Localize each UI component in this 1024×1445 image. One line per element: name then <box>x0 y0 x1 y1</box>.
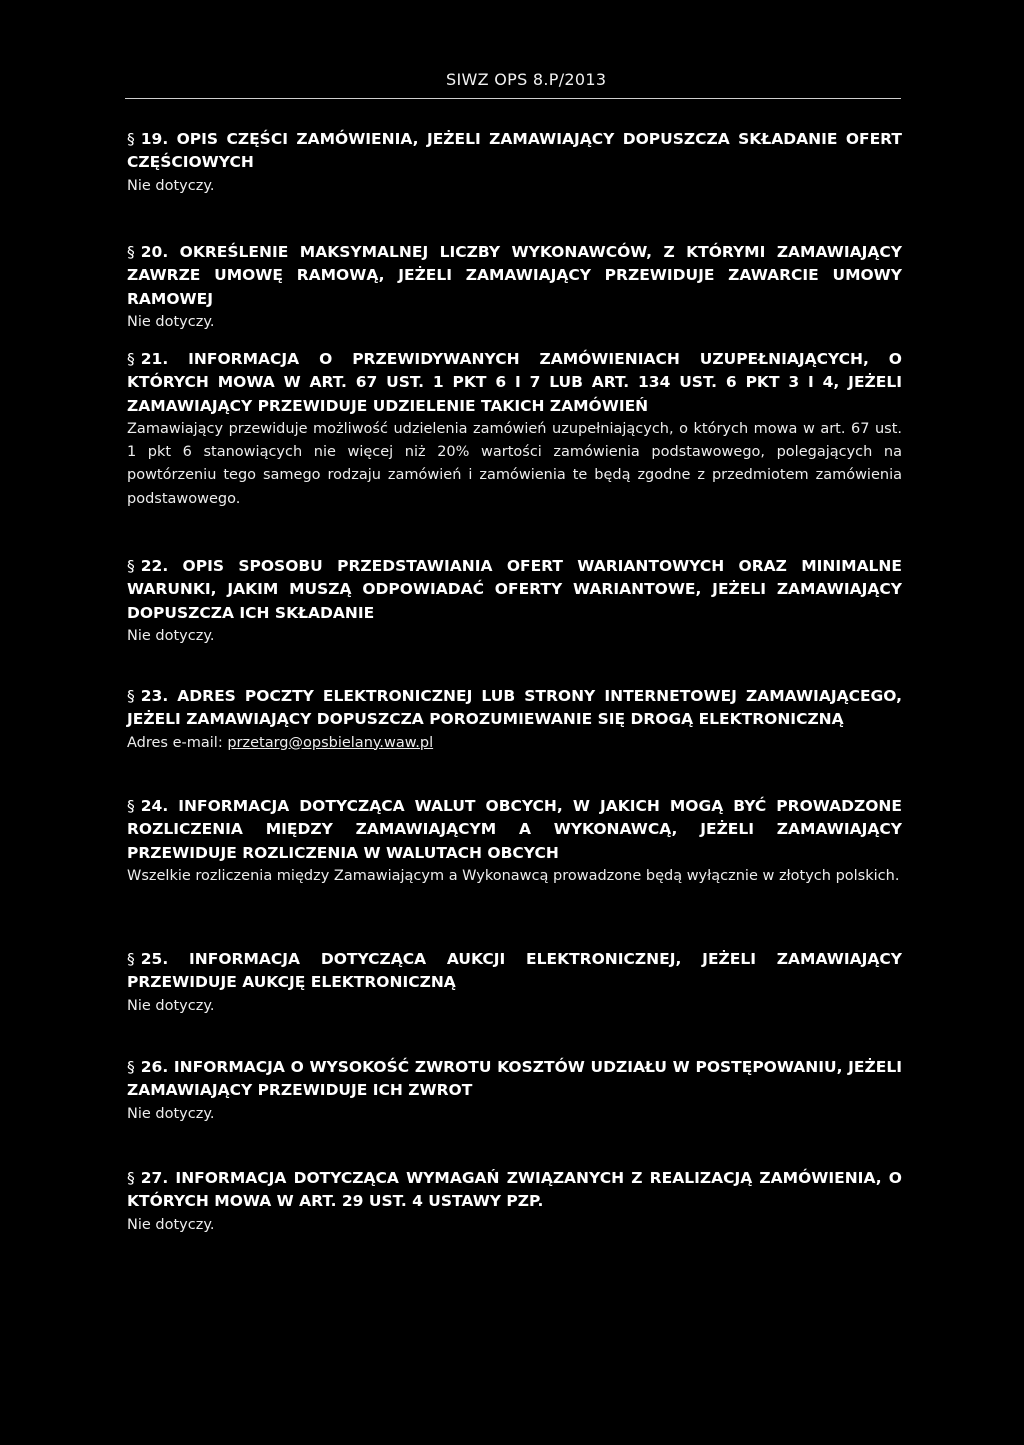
section-21 <box>127 348 902 511</box>
section-title: INFORMACJA DOTYCZĄCA WALUT OBCYCH, W JAKICH MOGĄ BYĆ PROWADZONE ROZLICZENIA MIĘDZY ZAMAWIAJĄCYM A WYKONAWCĄ, JEŻELI ZAMAWIAJĄCY PRZEWIDUJE ROZLICZENIA W WALUTACH OBCYCH <box>127 797 902 862</box>
section-number: 27. <box>140 1169 169 1187</box>
section-number: 24. <box>140 797 169 815</box>
section-number: 19. <box>140 130 169 148</box>
section-body: Nie dotyczy. <box>127 997 215 1014</box>
section-body <box>127 732 902 755</box>
section-27 <box>127 1167 902 1237</box>
section-number: 22. <box>140 557 169 575</box>
section-body: Nie dotyczy. <box>127 1105 215 1122</box>
section-number: 26. <box>140 1058 169 1076</box>
section-title: OPIS CZĘŚCI ZAMÓWIENIA, JEŻELI ZAMAWIAJĄCY DOPUSZCZA SKŁADANIE OFERT CZĘŚCIOWYCH <box>127 130 902 172</box>
section-body: Nie dotyczy. <box>127 313 215 330</box>
section-body: Nie dotyczy. <box>127 627 215 644</box>
section-title: INFORMACJA O PRZEWIDYWANYCH ZAMÓWIENIACH UZUPEŁNIAJĄCYCH, O KTÓRYCH MOWA W ART. 67 UST. 1 PKT 6 I 7 LUB ART. 134 UST. 6 PKT 3 I 4, JEŻELI ZAMAWIAJĄCY PRZEWIDUJE UDZIELENIE TAKICH ZAMÓWIEŃ <box>127 350 902 415</box>
section-24 <box>127 795 902 888</box>
paragraph-sign: § <box>127 557 135 575</box>
section-22 <box>127 555 902 648</box>
section-26 <box>127 1056 902 1126</box>
section-title: OPIS SPOSOBU PRZEDSTAWIANIA OFERT WARIANTOWYCH ORAZ MINIMALNE WARUNKI, JAKIM MUSZĄ ODPOWIADAĆ OFERTY WARIANTOWE, JEŻELI ZAMAWIAJĄCY DOPUSZCZA ICH SKŁADANIE <box>127 557 902 622</box>
paragraph-sign: § <box>127 1058 135 1076</box>
email-label: Adres e-mail: <box>127 734 223 751</box>
section-number: 23. <box>140 687 169 705</box>
section-title: INFORMACJA DOTYCZĄCA AUKCJI ELEKTRONICZNEJ, JEŻELI ZAMAWIAJĄCY PRZEWIDUJE AUKCJĘ ELEKTRONICZNĄ <box>127 950 902 992</box>
section-heading <box>127 128 902 175</box>
section-heading <box>127 948 902 995</box>
paragraph-sign: § <box>127 797 135 815</box>
section-heading <box>127 241 902 311</box>
section-body: Nie dotyczy. <box>127 177 215 194</box>
section-heading <box>127 555 902 625</box>
section-body: Zamawiający przewiduje możliwość udzielenia zamówień uzupełniających, o których mowa w art. 67 ust. 1 pkt 6 stanowiących nie więcej niż 20% wartości zamówienia podstawowego, polegających na powtórzeniu tego samego rodzaju zamówień i zamówienia te będą zgodne z przedmiotem zamówienia podstawowego. <box>127 420 902 507</box>
section-23 <box>127 685 902 755</box>
section-title: ADRES POCZTY ELEKTRONICZNEJ LUB STRONY INTERNETOWEJ ZAMAWIAJĄCEGO, JEŻELI ZAMAWIAJĄCY DOPUSZCZA POROZUMIEWANIE SIĘ DROGĄ ELEKTRONICZNĄ <box>127 687 902 729</box>
section-body: Wszelkie rozliczenia między Zamawiającym a Wykonawcą prowadzone będą wyłącznie w złotych polskich. <box>127 867 900 884</box>
section-heading <box>127 795 902 865</box>
section-25 <box>127 948 902 1018</box>
section-title: INFORMACJA DOTYCZĄCA WYMAGAŃ ZWIĄZANYCH Z REALIZACJĄ ZAMÓWIENIA, O KTÓRYCH MOWA W ART. 29 UST. 4 USTAWY PZP. <box>127 1169 902 1211</box>
section-number: 21. <box>140 350 169 368</box>
paragraph-sign: § <box>127 243 135 261</box>
paragraph-sign: § <box>127 950 135 968</box>
section-body: Nie dotyczy. <box>127 1216 215 1233</box>
section-20 <box>127 241 902 334</box>
section-heading <box>127 1167 902 1214</box>
email-link[interactable]: przetarg@opsbielany.waw.pl <box>227 734 434 751</box>
paragraph-sign: § <box>127 687 135 705</box>
header-divider <box>125 98 901 99</box>
paragraph-sign: § <box>127 350 135 368</box>
paragraph-sign: § <box>127 130 135 148</box>
section-number: 25. <box>140 950 169 968</box>
paragraph-sign: § <box>127 1169 135 1187</box>
section-title: OKREŚLENIE MAKSYMALNEJ LICZBY WYKONAWCÓW, Z KTÓRYMI ZAMAWIAJĄCY ZAWRZE UMOWĘ RAMOWĄ, JEŻELI ZAMAWIAJĄCY PRZEWIDUJE ZAWARCIE UMOWY RAMOWEJ <box>127 243 902 308</box>
section-heading <box>127 685 902 732</box>
section-19 <box>127 128 902 198</box>
section-title: INFORMACJA O WYSOKOŚĆ ZWROTU KOSZTÓW UDZIAŁU W POSTĘPOWANIU, JEŻELI ZAMAWIAJĄCY PRZEWIDUJE ICH ZWROT <box>127 1058 902 1100</box>
section-number: 20. <box>140 243 169 261</box>
section-heading <box>127 348 902 418</box>
page-header-title: SIWZ OPS 8.P/2013 <box>446 70 607 89</box>
section-heading <box>127 1056 902 1103</box>
